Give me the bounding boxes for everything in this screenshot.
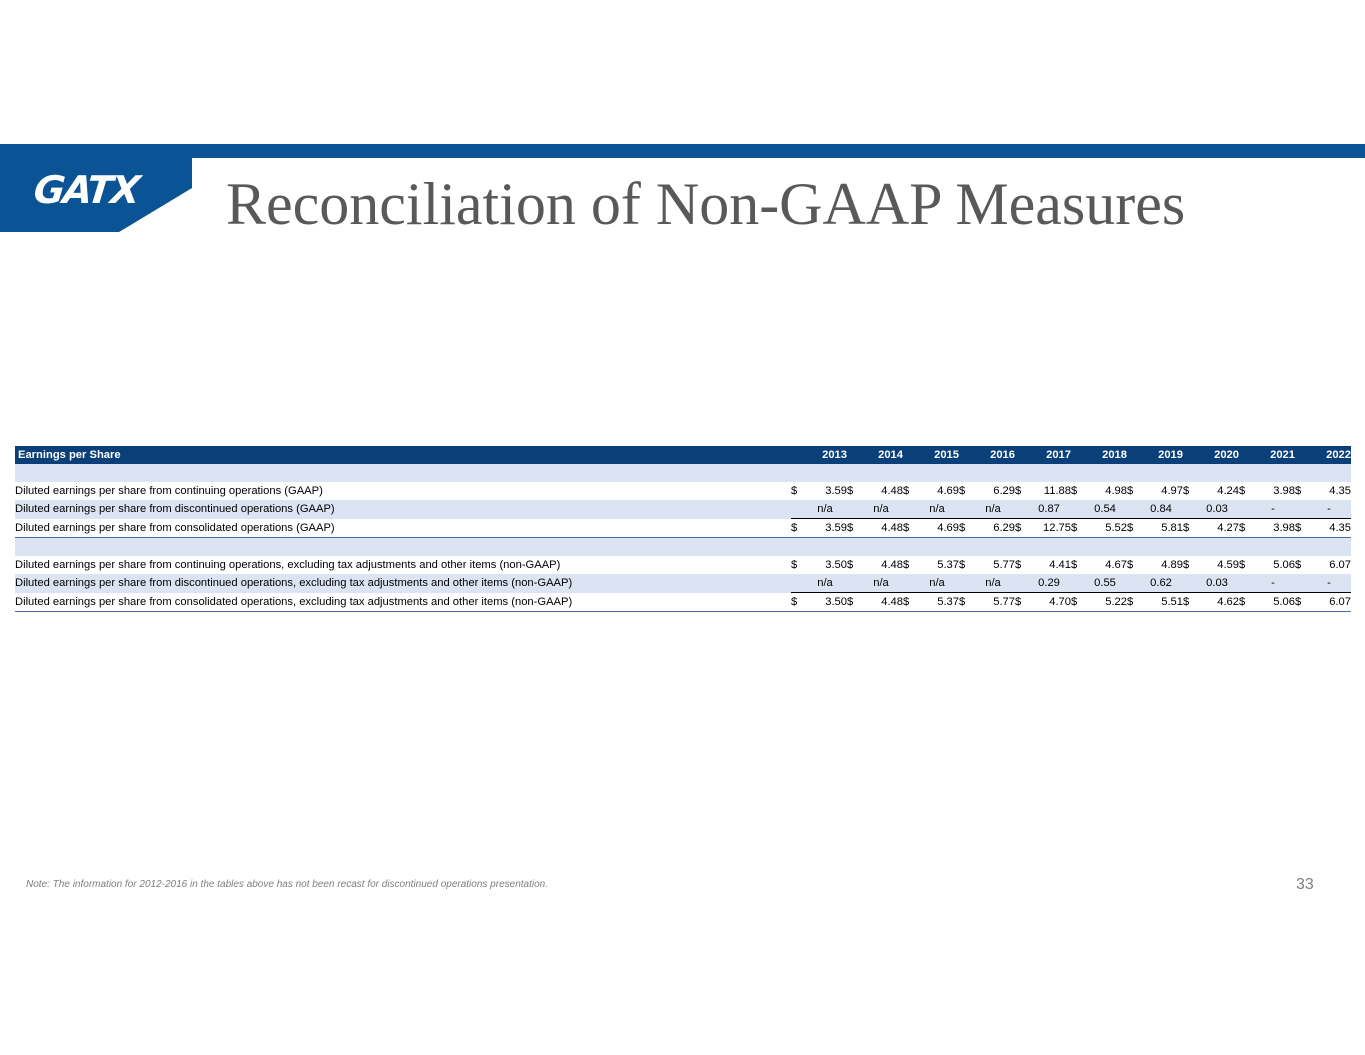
spacer-row: [15, 538, 1351, 557]
table-row: [15, 556, 1351, 574]
currency-symbol: [791, 574, 803, 593]
table-body: [15, 464, 1351, 612]
currency-symbol: [1015, 574, 1027, 593]
spacer-cell: [15, 464, 1351, 482]
currency-symbol: $: [1127, 485, 1134, 497]
currency-symbol: $: [1239, 559, 1246, 571]
year-header: 2016: [990, 449, 1015, 461]
value-cell: 3.50: [825, 559, 847, 571]
currency-symbol: [903, 500, 915, 519]
currency-symbol: [959, 500, 971, 519]
table-row: [15, 593, 1351, 612]
value-cell: 5.52: [1083, 519, 1127, 538]
value-cell: 5.06: [1251, 593, 1295, 612]
row-label: Diluted earnings per share from discontinued operations (GAAP): [15, 503, 335, 516]
currency-symbol: $: [1015, 519, 1027, 538]
currency-symbol: $: [847, 519, 859, 538]
currency-symbol: [1295, 574, 1307, 593]
value-cell: 11.88: [1043, 485, 1071, 497]
footnote: Note: The information for 2012-2016 in the tables above has not been recast for discontinued operations presentation.: [26, 879, 549, 890]
table-row: [15, 574, 1351, 593]
currency-symbol: $: [1239, 593, 1251, 612]
year-header: 2021: [1270, 449, 1295, 461]
value-cell: 4.59: [1217, 559, 1239, 571]
currency-symbol: [903, 574, 915, 593]
row-label: Diluted earnings per share from discontinued operations, excluding tax adjustments and other items (non-GAAP): [15, 577, 573, 590]
currency-symbol: [959, 574, 971, 593]
currency-symbol: $: [1183, 593, 1195, 612]
value-cell: n/a: [817, 503, 833, 515]
year-header: 2020: [1214, 449, 1239, 461]
table-header-row: [15, 446, 1351, 464]
currency-symbol: $: [791, 559, 798, 571]
value-cell: 0.55: [1094, 577, 1116, 589]
currency-symbol: $: [1239, 519, 1251, 538]
value-cell: 5.06: [1273, 559, 1295, 571]
row-label: Diluted earnings per share from consolidated operations, excluding tax adjustments and other items (non-GAAP): [15, 593, 791, 612]
value-cell: 0.62: [1150, 577, 1172, 589]
currency-symbol: $: [959, 559, 966, 571]
spacer-cell: [15, 538, 1351, 557]
value-cell: -: [1327, 577, 1331, 589]
currency-symbol: [1295, 500, 1307, 519]
value-cell: 5.22: [1083, 593, 1127, 612]
currency-symbol: $: [1183, 485, 1190, 497]
table-row: [15, 482, 1351, 500]
year-header: 2017: [1046, 449, 1071, 461]
value-cell: 4.69: [915, 519, 959, 538]
value-cell: 4.35: [1307, 519, 1351, 538]
value-cell: 4.70: [1027, 593, 1071, 612]
row-label: Diluted earnings per share from continuing operations (GAAP): [15, 485, 323, 497]
currency-symbol: $: [1295, 559, 1302, 571]
currency-symbol: [791, 500, 803, 519]
value-cell: n/a: [929, 503, 945, 515]
value-cell: 0.84: [1150, 503, 1172, 515]
value-cell: n/a: [985, 577, 1001, 589]
currency-symbol: $: [847, 593, 859, 612]
value-cell: 4.48: [881, 485, 903, 497]
currency-symbol: $: [959, 593, 971, 612]
value-cell: 4.48: [881, 559, 903, 571]
value-cell: 4.69: [937, 485, 959, 497]
value-cell: 3.50: [803, 593, 847, 612]
year-header: 2018: [1102, 449, 1127, 461]
currency-symbol: $: [1183, 519, 1195, 538]
value-cell: 5.77: [971, 593, 1015, 612]
value-cell: 4.89: [1161, 559, 1183, 571]
currency-symbol: $: [903, 519, 915, 538]
value-cell: 4.97: [1161, 485, 1183, 497]
currency-symbol: $: [959, 485, 966, 497]
value-cell: 5.37: [937, 559, 959, 571]
value-cell: 0.87: [1038, 503, 1060, 515]
year-header: 2015: [934, 449, 959, 461]
year-header: 2019: [1158, 449, 1183, 461]
currency-symbol: $: [1127, 593, 1139, 612]
currency-symbol: [1239, 500, 1251, 519]
currency-symbol: $: [1127, 559, 1134, 571]
value-cell: 4.48: [859, 519, 903, 538]
value-cell: 0.54: [1094, 503, 1116, 515]
value-cell: 6.07: [1329, 559, 1351, 571]
currency-symbol: $: [1071, 593, 1083, 612]
header-band: [0, 144, 1365, 158]
value-cell: 6.29: [993, 485, 1015, 497]
value-cell: 0.29: [1038, 577, 1060, 589]
value-cell: 4.67: [1105, 559, 1127, 571]
currency-symbol: $: [1295, 593, 1307, 612]
value-cell: 4.98: [1105, 485, 1127, 497]
table-row: [15, 519, 1351, 538]
currency-symbol: $: [847, 559, 854, 571]
value-cell: 6.29: [971, 519, 1015, 538]
page-title: Reconciliation of Non-GAAP Measures: [226, 171, 1186, 237]
table-header-label: Earnings per Share: [18, 449, 121, 461]
value-cell: -: [1271, 577, 1275, 589]
value-cell: 5.77: [993, 559, 1015, 571]
currency-symbol: $: [1295, 519, 1307, 538]
row-label: Diluted earnings per share from consolidated operations (GAAP): [15, 519, 791, 538]
value-cell: 6.07: [1307, 593, 1351, 612]
currency-symbol: $: [1071, 559, 1078, 571]
currency-symbol: $: [903, 485, 910, 497]
value-cell: 0.03: [1206, 503, 1228, 515]
currency-symbol: $: [847, 485, 854, 497]
eps-table: [15, 446, 1351, 612]
year-header: 2022: [1326, 449, 1351, 461]
currency-symbol: $: [1071, 485, 1078, 497]
currency-symbol: $: [903, 593, 915, 612]
currency-symbol: $: [1239, 485, 1246, 497]
currency-symbol: $: [791, 485, 798, 497]
value-cell: -: [1271, 503, 1275, 515]
currency-symbol: [1015, 500, 1027, 519]
value-cell: n/a: [817, 577, 833, 589]
value-cell: 3.59: [825, 485, 847, 497]
value-cell: n/a: [985, 503, 1001, 515]
currency-symbol: $: [1295, 485, 1302, 497]
value-cell: 5.81: [1139, 519, 1183, 538]
value-cell: 4.62: [1195, 593, 1239, 612]
currency-symbol: $: [1071, 519, 1083, 538]
currency-symbol: $: [1127, 519, 1139, 538]
spacer-row: [15, 464, 1351, 482]
value-cell: 5.51: [1139, 593, 1183, 612]
value-cell: 3.59: [803, 519, 847, 538]
currency-symbol: [1071, 574, 1083, 593]
row-label: Diluted earnings per share from continuing operations, excluding tax adjustments and other items (non-GAAP): [15, 559, 561, 571]
gatx-logo: GATX: [31, 168, 141, 212]
value-cell: 4.24: [1217, 485, 1239, 497]
currency-symbol: $: [1015, 485, 1022, 497]
currency-symbol: $: [791, 519, 803, 538]
currency-symbol: $: [791, 593, 803, 612]
value-cell: -: [1327, 503, 1331, 515]
currency-symbol: [1071, 500, 1083, 519]
value-cell: 12.75: [1027, 519, 1071, 538]
value-cell: 5.37: [915, 593, 959, 612]
currency-symbol: $: [959, 519, 971, 538]
currency-symbol: $: [903, 559, 910, 571]
currency-symbol: $: [1015, 559, 1022, 571]
value-cell: 3.98: [1251, 519, 1295, 538]
currency-symbol: [847, 500, 859, 519]
value-cell: 4.27: [1195, 519, 1239, 538]
currency-symbol: $: [1183, 559, 1190, 571]
year-header: 2014: [878, 449, 903, 461]
value-cell: 4.35: [1329, 485, 1351, 497]
value-cell: n/a: [873, 577, 889, 589]
value-cell: n/a: [873, 503, 889, 515]
currency-symbol: [1127, 500, 1139, 519]
currency-symbol: [1183, 500, 1195, 519]
value-cell: n/a: [929, 577, 945, 589]
currency-symbol: [1183, 574, 1195, 593]
currency-symbol: [1127, 574, 1139, 593]
value-cell: 0.03: [1206, 577, 1228, 589]
value-cell: 4.41: [1049, 559, 1071, 571]
year-header: 2013: [822, 449, 847, 461]
currency-symbol: [847, 574, 859, 593]
value-cell: 4.48: [859, 593, 903, 612]
value-cell: 3.98: [1273, 485, 1295, 497]
table-row: [15, 500, 1351, 519]
currency-symbol: $: [1015, 593, 1027, 612]
page-number: 33: [1296, 876, 1314, 893]
currency-symbol: [1239, 574, 1251, 593]
